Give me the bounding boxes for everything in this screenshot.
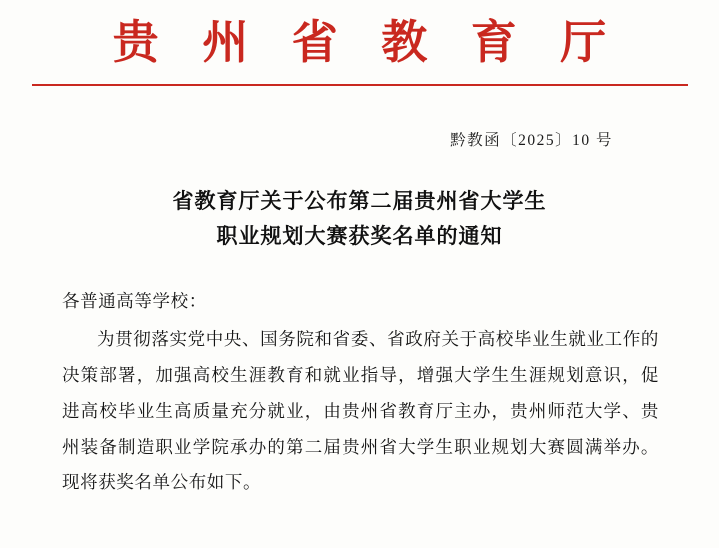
masthead [0, 0, 719, 86]
document-title-line-2: 职业规划大赛获奖名单的通知 [216, 223, 503, 248]
masthead-divider [32, 84, 688, 86]
document-title [0, 184, 719, 255]
issuing-authority-title: 贵 州 省 教 育 厅 [112, 17, 623, 68]
document-number: 黔教函〔2025〕10 号 [450, 131, 613, 149]
document-title-line-1: 省教育厅关于公布第二届贵州省大学生 [172, 188, 547, 213]
body-paragraph-1: 为贯彻落实党中央、国务院和省委、省政府关于高校毕业生就业工作的决策部署，加强高校生涯教育和就业指导，增强大学生生涯规划意识，促进高校毕业生高质量充分就业，由贵州省教育厅主办，贵州师范大学、贵州装备制造职业学院承办的第二届贵州省大学生职业规划大赛圆满举办。现将获奖名单公布如下。 [62, 328, 659, 493]
document-body [62, 284, 659, 501]
salutation: 各普通高等学校： [62, 291, 207, 312]
